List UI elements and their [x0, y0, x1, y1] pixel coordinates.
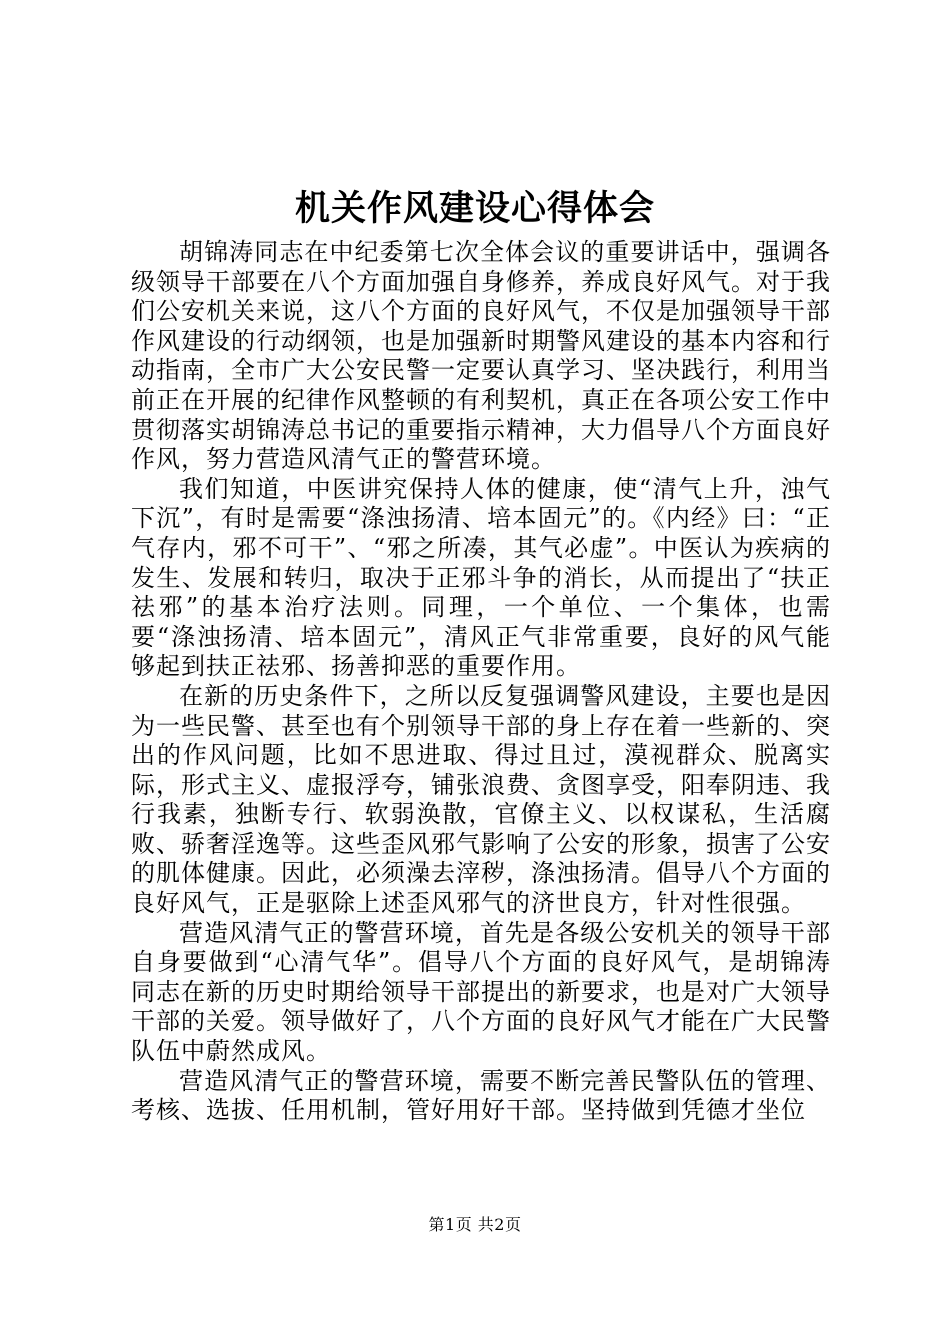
paragraph: 在新的历史条件下，之所以反复强调警风建设，主要也是因为一些民警、甚至也有个别领导干部的身上存在着一些新的、突出的作风问题，比如不思进取、得过且过，漠视群众、脱离实际，形式主义、虚报浮夸，铺张浪费、贪图享受，阳奉阴违、我行我素，独断专行、软弱涣散，官僚主义、以权谋私，生活腐败、骄奢淫逸等。这些歪风邪气影响了公安的形象，损害了公安的肌体健康。因此，必须澡去滓秽，涤浊扬清。倡导八个方面的良好风气，正是驱除上述歪风邪气的济世良方，针对性很强。: [131, 681, 831, 918]
paragraph: 营造风清气正的警营环境，首先是各级公安机关的领导干部自身要做到“心清气华”。倡导八个方面的良好风气，是胡锦涛同志在新的历史时期给领导干部提出的新要求，也是对广大领导干部的关爱。领导做好了，八个方面的良好风气才能在广大民警队伍中蔚然成风。: [131, 918, 831, 1066]
paragraph: 我们知道，中医讲究保持人体的健康，使“清气上升，浊气下沉”，有时是需要“涤浊扬清、培本固元”的。《内经》曰：“正气存内，邪不可干”、“邪之所凑，其气必虚”。中医认为疾病的发生、发展和转归，取决于正邪斗争的消长，从而提出了“扶正祛邪”的基本治疗法则。同理，一个单位、一个集体，也需要“涤浊扬清、培本固元”，清风正气非常重要，良好的风气能够起到扶正祛邪、扬善抑恶的重要作用。: [131, 474, 831, 681]
document-body: [131, 238, 831, 1126]
document-title: 机关作风建设心得体会: [294, 188, 655, 229]
paragraph: 胡锦涛同志在中纪委第七次全体会议的重要讲话中，强调各级领导干部要在八个方面加强自身修养，养成良好风气。对于我们公安机关来说，这八个方面的良好风气，不仅是加强领导干部作风建设的行动纲领，也是加强新时期警风建设的基本内容和行动指南，全市广大公安民警一定要认真学习、坚决践行，利用当前正在开展的纪律作风整顿的有利契机，真正在各项公安工作中贯彻落实胡锦涛总书记的重要指示精神，大力倡导八个方面良好作风，努力营造风清气正的警营环境。: [131, 238, 831, 474]
page-footer: 第1页 共2页: [428, 1215, 522, 1234]
paragraph: 营造风清气正的警营环境，需要不断完善民警队伍的管理、考核、选拔、任用机制，管好用好干部。坚持做到凭德才坐位: [131, 1066, 831, 1125]
